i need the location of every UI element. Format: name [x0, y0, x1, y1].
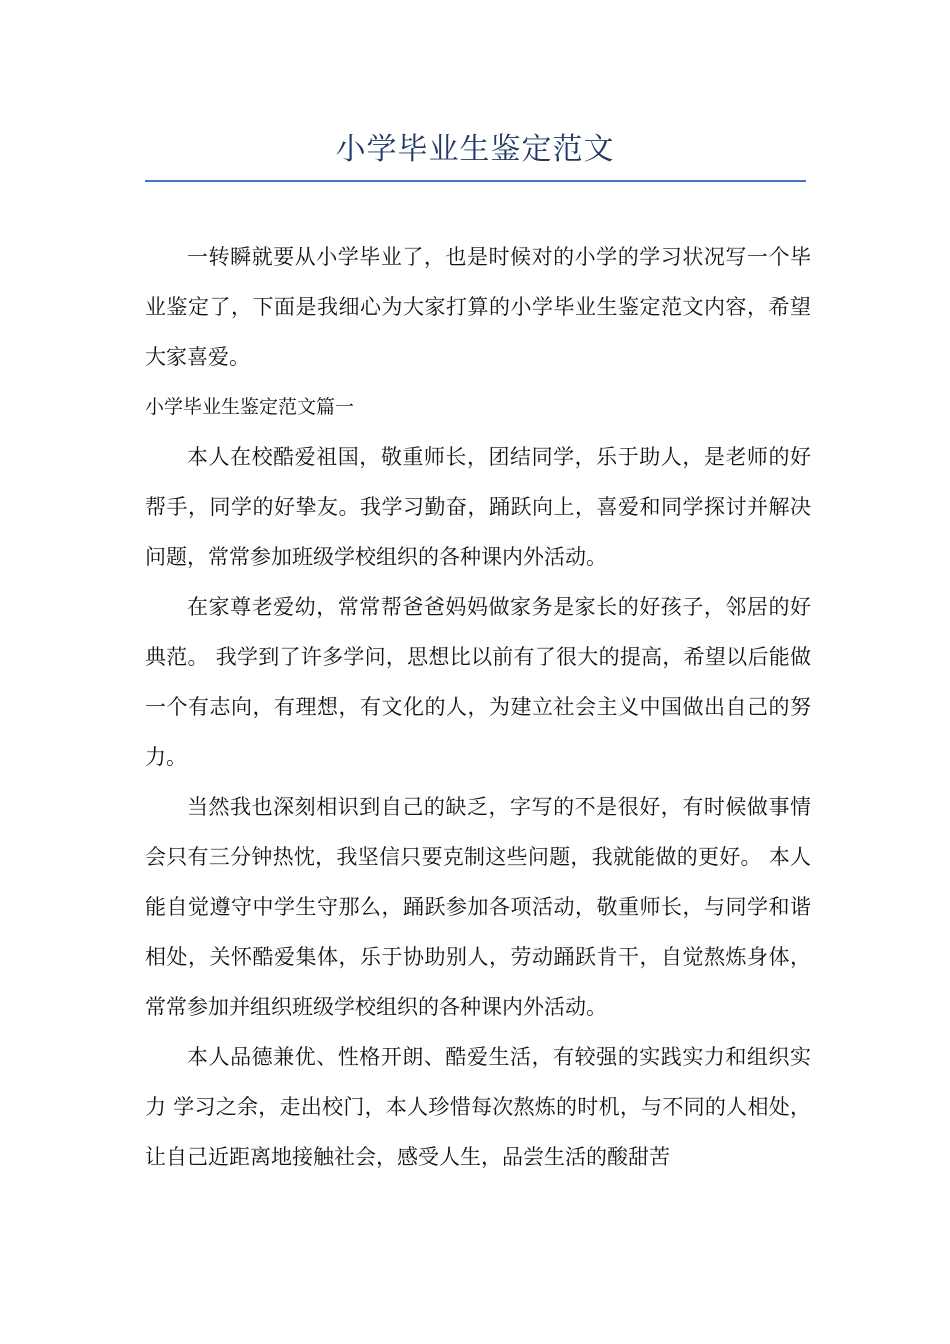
- intro-paragraph: 一转瞬就要从小学毕业了，也是时候对的小学的学习状况写一个毕业鉴定了，下面是我细心为大家打算的小学毕业生鉴定范文内容，希望大家喜爱。: [145, 245, 811, 369]
- body-paragraph-2: 在家尊老爱幼，常常帮爸爸妈妈做家务是家长的好孩子，邻居的好典范。 我学到了许多学问，思想比以前有了很大的提高，希望以后能做一个有志向，有理想，有文化的人，为建立社会主义中国做出自己的努力。: [145, 595, 811, 769]
- body-paragraph-3: 当然我也深刻相识到自己的缺乏，字写的不是很好，有时候做事情会只有三分钟热忱，我坚信只要克制这些问题，我就能做的更好。 本人能自觉遵守中学生守那么，踊跃参加各项活动，敬重师长，与同学和谐相处，关怀酷爱集体，乐于协助别人，劳动踊跃肯干，自觉熬炼身体，常常参加并组织班级学校组织的各种课内外活动。: [145, 795, 811, 1019]
- section-heading: 小学毕业生鉴定范文篇一: [145, 396, 355, 418]
- document-title: 小学毕业生鉴定范文: [335, 132, 615, 167]
- body-paragraph-4: 本人品德兼优、性格开朗、酷爱生活，有较强的实践实力和组织实力 学习之余，走出校门，本人珍惜每次熬炼的时机，与不同的人相处，让自己近距离地接触社会，感受人生，品尝生活的酸甜苦: [145, 1045, 811, 1169]
- document-body: [145, 232, 811, 1182]
- title-underline: [145, 180, 806, 182]
- body-paragraph-1: 本人在校酷爱祖国，敬重师长，团结同学，乐于助人，是老师的好帮手，同学的好挚友。我学习勤奋，踊跃向上，喜爱和同学探讨并解决问题，常常参加班级学校组织的各种课内外活动。: [145, 445, 811, 569]
